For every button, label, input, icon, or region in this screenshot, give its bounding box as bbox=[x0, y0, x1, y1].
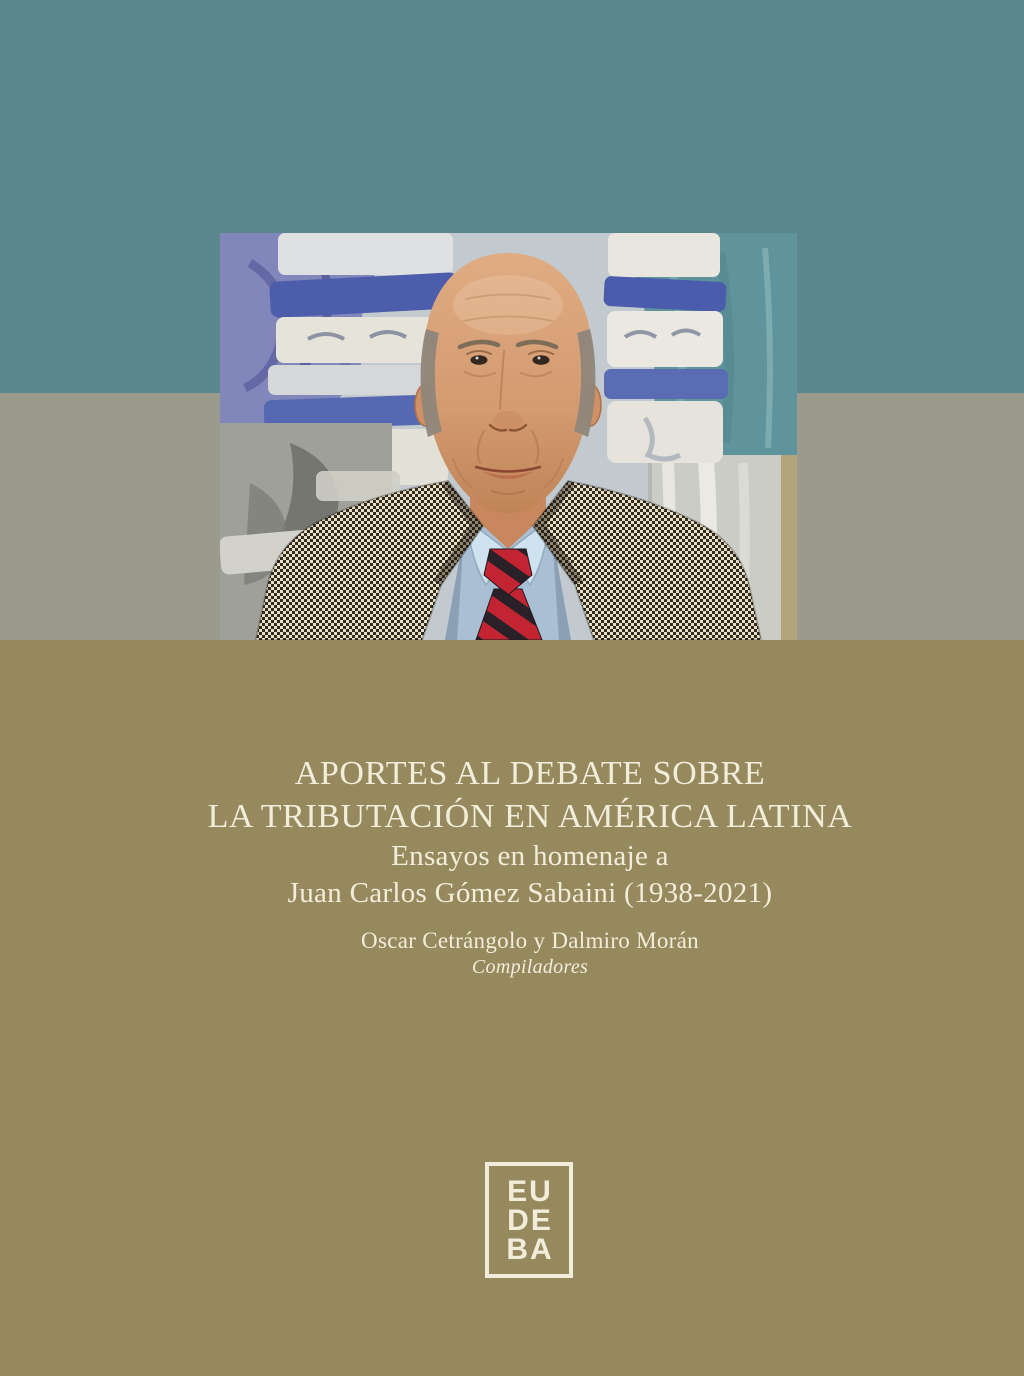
book-subtitle-line-2: Juan Carlos Gómez Sabaini (1938-2021) bbox=[287, 877, 773, 909]
publisher-logo-line-1: EU bbox=[507, 1174, 553, 1208]
portrait-illustration bbox=[220, 233, 797, 640]
publisher-logo-line-3: BA bbox=[506, 1232, 554, 1266]
author-portrait-photo bbox=[220, 233, 797, 640]
compilers-names: Oscar Cetrángolo y Dalmiro Morán bbox=[361, 928, 699, 953]
book-subtitle-line-1: Ensayos en homenaje a bbox=[391, 840, 669, 872]
title-block bbox=[18, 752, 1024, 980]
compilers-role: Compiladores bbox=[471, 956, 589, 978]
publisher-logo-line-2: DE bbox=[507, 1203, 553, 1237]
publisher-logo-eudeba bbox=[485, 1162, 573, 1278]
book-title-line-1: APORTES AL DEBATE SOBRE bbox=[294, 755, 766, 792]
book-title-line-2: LA TRIBUTACIÓN EN AMÉRICA LATINA bbox=[207, 798, 853, 835]
